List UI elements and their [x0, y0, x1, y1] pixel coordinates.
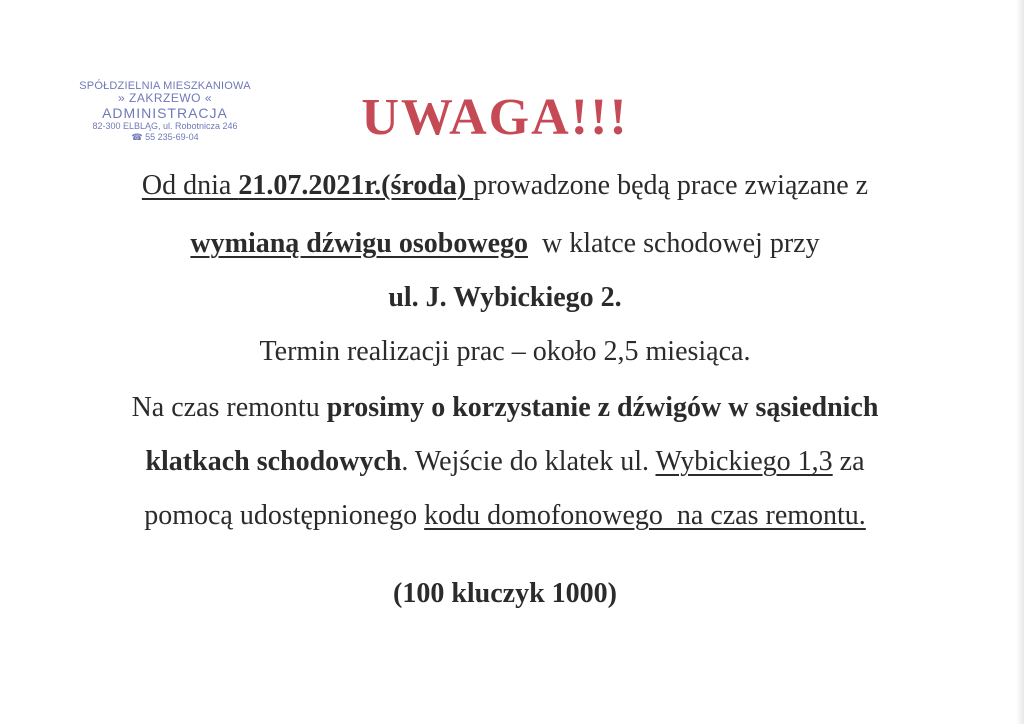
stamp-address: 82-300 ELBLĄG, ul. Robotnicza 246: [92, 121, 238, 132]
intercom-code-phrase: kodu domofonowego na czas remontu.: [424, 500, 866, 531]
text-za: za: [832, 446, 865, 477]
notice-line-5: [0, 392, 1010, 424]
stamp-administration: ADMINISTRACJA: [102, 104, 228, 121]
start-date: 21.07.2021r.(środa): [238, 170, 474, 201]
stamp-estate-name: » ZAKRZEWO «: [117, 91, 212, 106]
text-from-day: Od dnia: [141, 170, 239, 201]
neighbor-staircases: klatkach schodowych: [145, 446, 402, 477]
text-works-related: prowadzone będą prace związane z: [473, 170, 869, 201]
use-neighbor-elevators: prosimy o korzystanie z dźwigów w sąsiednich: [326, 392, 879, 423]
notice-line-6: [0, 446, 1010, 478]
intercom-code: (100 kluczyk 1000): [393, 578, 617, 609]
stamp-phone: ☎ 55 235-69-04: [131, 131, 199, 142]
text-by-means: pomocą udostępnionego: [144, 500, 425, 531]
start-date-phrase: [142, 170, 473, 201]
headline-text: UWAGA!!!: [361, 89, 629, 146]
notice-address: ul. J. Wybickiego 2.: [388, 282, 622, 313]
neighbor-address: Wybickiego 1,3: [655, 446, 833, 477]
stamp-cooperative-name: SPÓŁDZIELNIA MIESZKANIOWA: [79, 80, 251, 92]
notice-headline: [0, 88, 1010, 147]
text-entrance: . Wejście do klatek ul.: [401, 446, 656, 477]
notice-line-2: [0, 228, 1010, 260]
notice-completion-time: Termin realizacji prac – około 2,5 miesiąca.: [259, 336, 751, 367]
notice-line-1: [0, 170, 1010, 202]
elevator-replacement: wymianą dźwigu osobowego: [190, 228, 528, 259]
notice-line-7: [0, 500, 1010, 532]
text-staircase: w klatce schodowej przy: [528, 228, 820, 259]
text-during-renovation: Na czas remontu: [131, 392, 327, 423]
scan-edge: [1016, 0, 1024, 724]
